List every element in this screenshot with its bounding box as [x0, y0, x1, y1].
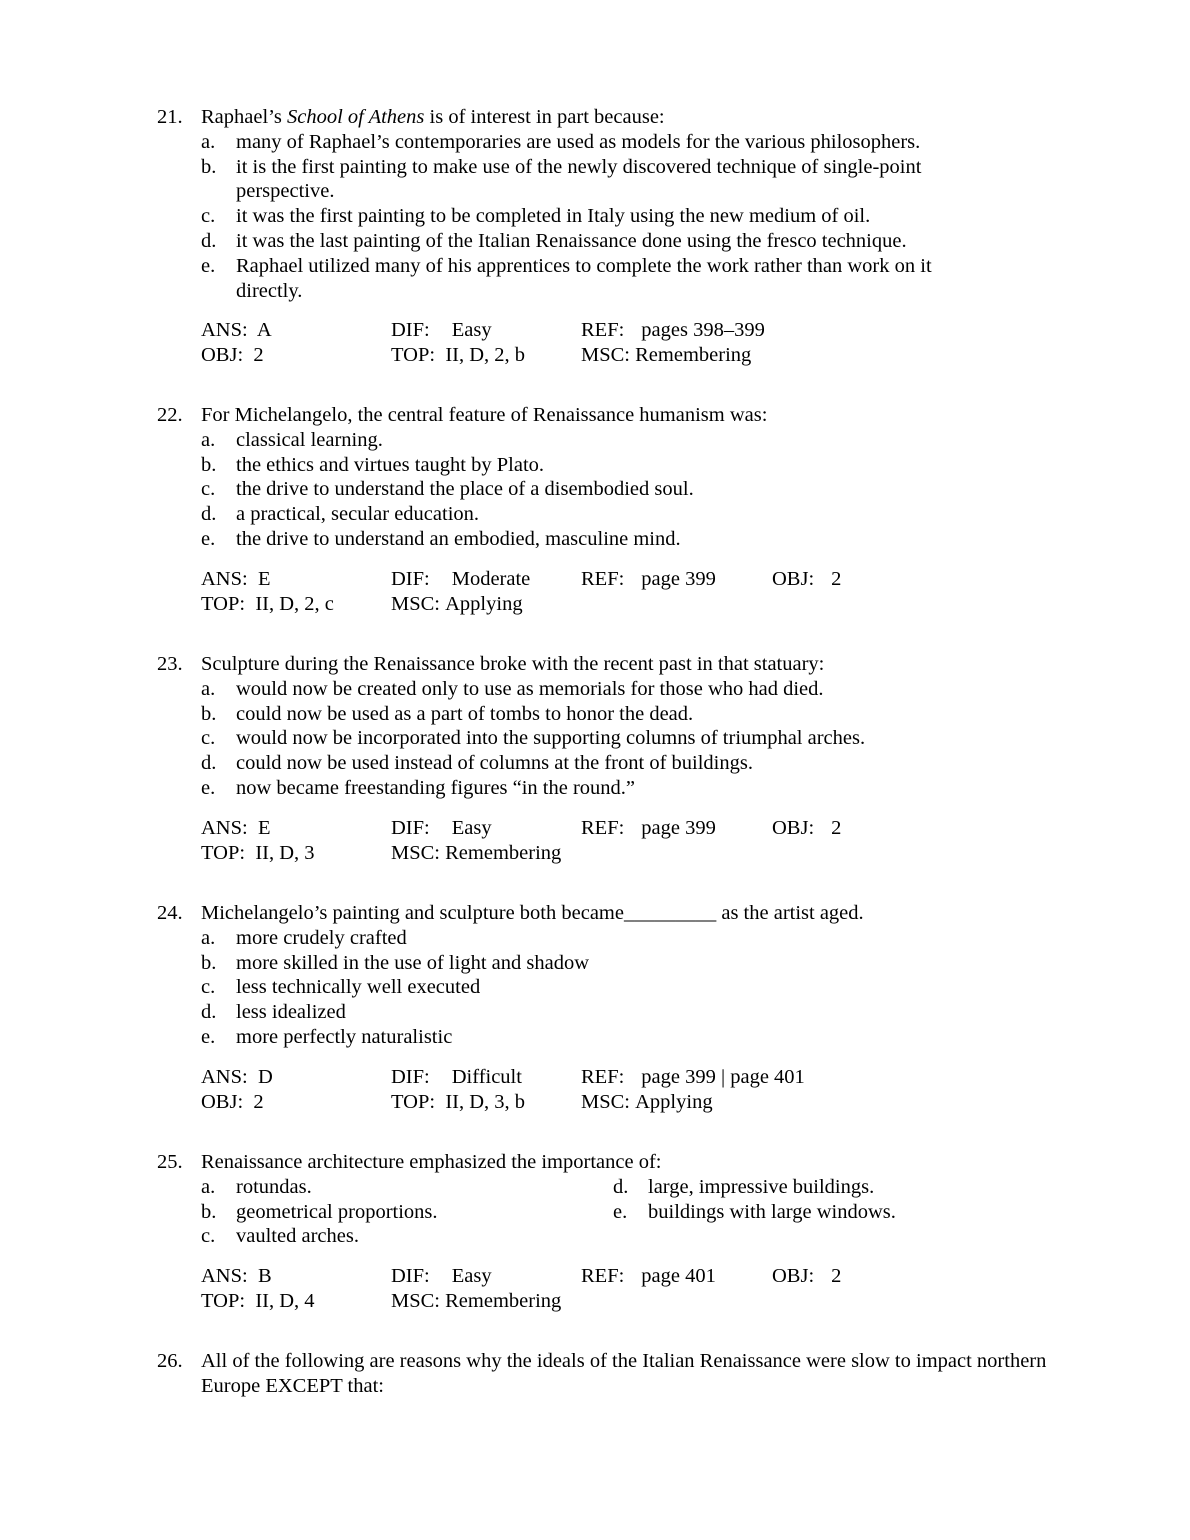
- question-number: 21.: [157, 106, 183, 128]
- question-number: 24.: [157, 902, 183, 924]
- question-stem: All of the following are reasons why the ideals of the Italian Renaissance were slow to impact northern Europe EXCEPT that:: [201, 1350, 1047, 1397]
- question-25: [157, 1150, 1117, 1314]
- question-number: 25.: [157, 1151, 183, 1173]
- options-list: [201, 1175, 1117, 1249]
- question-stem: Renaissance architecture emphasized the importance of:: [201, 1151, 662, 1173]
- question-22: [157, 403, 1117, 616]
- question-23: [157, 652, 1117, 865]
- answer-key: E: [257, 816, 271, 839]
- option-e: e. now became freestanding figures “in the round.”: [201, 776, 636, 799]
- question-number: 22.: [157, 404, 183, 426]
- option-d: d. a practical, secular education.: [201, 503, 480, 526]
- question-26: [157, 1349, 1097, 1399]
- option-a: a. would now be created only to use as memorials for those who had died.: [201, 677, 824, 700]
- options-list: [201, 130, 1117, 304]
- answer-metadata: ANS: B DIF: Easy REF: page 401 OBJ: 2 TOP: II, D, 4 MSC: Remembering: [201, 1265, 842, 1312]
- question-24: [157, 901, 1117, 1114]
- answer-metadata: ANS: A DIF: Easy REF: pages 398–399 OBJ: 2 TOP: II, D, 2, b MSC: Remembering: [201, 319, 765, 367]
- question-stem: For Michelangelo, the central feature of Renaissance humanism was:: [201, 404, 768, 426]
- option-d: d. less idealized: [201, 1001, 346, 1024]
- answer-metadata: ANS: E DIF: Moderate REF: page 399 OBJ: 2 TOP: II, D, 2, c MSC: Applying: [201, 567, 842, 615]
- options-list: [201, 677, 1117, 801]
- options-list: [201, 428, 1117, 552]
- answer-key: B: [257, 1265, 272, 1288]
- option-c: c. it was the first painting to be completed in Italy using the new medium of oil.: [201, 205, 871, 228]
- option-c: c. the drive to understand the place of a disembodied soul.: [201, 478, 694, 501]
- option-a: a. many of Raphael’s contemporaries are used as models for the various philosophers.: [201, 130, 921, 153]
- option-a: a. classical learning.: [201, 428, 383, 451]
- option-e: e. buildings with large windows.: [613, 1200, 896, 1223]
- option-b: b. it is the first painting to make use of the newly discovered technique of single-point perspective.: [201, 155, 922, 203]
- option-a: a. rotundas.: [201, 1175, 312, 1198]
- question-number: 26.: [157, 1350, 183, 1372]
- option-c: c. vaulted arches.: [201, 1225, 359, 1248]
- question-stem: Sculpture during the Renaissance broke with the recent past in that statuary:: [201, 653, 825, 675]
- options-list: [201, 926, 1117, 1050]
- question-21: [157, 105, 1117, 368]
- option-d: d. it was the last painting of the Italian Renaissance done using the fresco technique.: [201, 229, 907, 252]
- option-d: d. could now be used instead of columns at the front of buildings.: [201, 752, 753, 775]
- option-b: b. geometrical proportions.: [201, 1200, 438, 1223]
- artwork-title: School of Athens: [286, 106, 425, 128]
- option-e: e. the drive to understand an embodied, masculine mind.: [201, 527, 681, 550]
- option-d: d. large, impressive buildings.: [613, 1175, 875, 1198]
- answer-metadata: ANS: E DIF: Easy REF: page 399 OBJ: 2 TOP: II, D, 3 MSC: Remembering: [201, 816, 842, 864]
- answer-key: D: [257, 1065, 273, 1088]
- answer-metadata: ANS: D DIF: Difficult REF: page 399 | page 401 OBJ: 2 TOP: II, D, 3, b MSC: Applying: [201, 1065, 805, 1113]
- option-b: b. the ethics and virtues taught by Plato.: [201, 453, 545, 476]
- question-stem: Raphael’s School of Athens is of interest in part because:: [201, 106, 665, 128]
- option-b: b. more skilled in the use of light and shadow: [201, 951, 589, 974]
- question-stem: Michelangelo’s painting and sculpture both became_________ as the artist aged.: [201, 902, 864, 924]
- option-e: e. more perfectly naturalistic: [201, 1025, 453, 1048]
- answer-key: A: [256, 319, 272, 342]
- option-b: b. could now be used as a part of tombs to honor the dead.: [201, 702, 694, 725]
- option-e: e. Raphael utilized many of his apprentices to complete the work rather than work on it directly.: [201, 254, 932, 302]
- option-c: c. would now be incorporated into the supporting columns of triumphal arches.: [201, 727, 866, 750]
- option-c: c. less technically well executed: [201, 976, 481, 999]
- option-a: a. more crudely crafted: [201, 926, 407, 949]
- question-number: 23.: [157, 653, 183, 675]
- answer-key: E: [257, 567, 271, 590]
